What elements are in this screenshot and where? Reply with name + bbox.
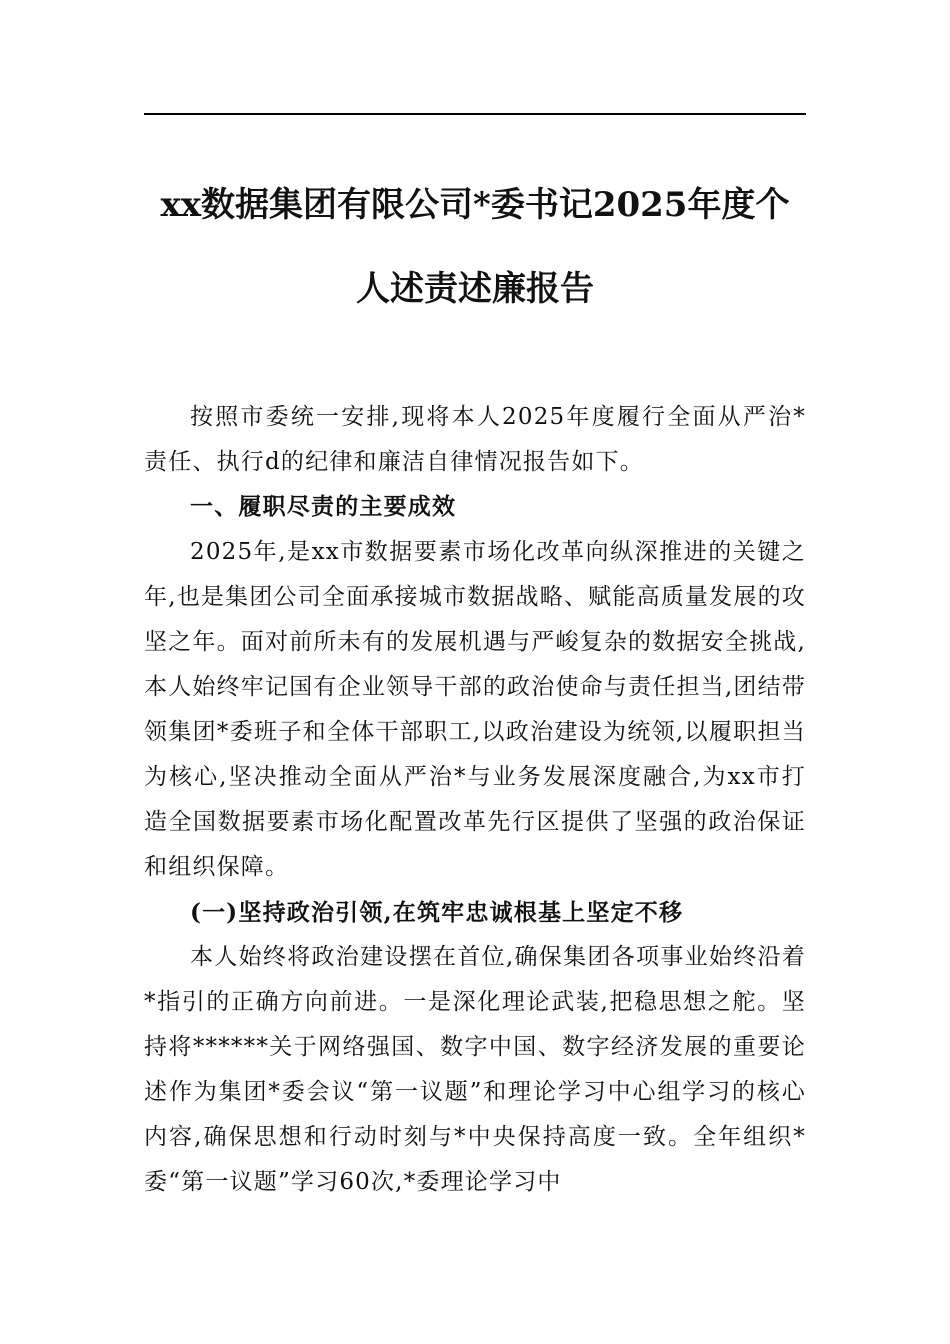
title-line-1: xx数据集团有限公司*委书记2025年度个 bbox=[160, 185, 790, 225]
subsection-heading-1: (一)坚持政治引领,在筑牢忠诚根基上坚定不移 bbox=[190, 899, 684, 926]
intro-paragraph: 按照市委统一安排,现将本人2025年度履行全面从严治*责任、执行d的纪律和廉洁自律情况报告如下。 bbox=[144, 404, 806, 475]
header-rule bbox=[144, 113, 806, 115]
section-1-paragraph: 2025年,是xx市数据要素市场化改革向纵深推进的关键之年,也是集团公司全面承接城市数据战略、赋能高质量发展的攻坚之年。面对前所未有的发展机遇与严峻复杂的数据安全挑战,本人始终牢记国有企业领导干部的政治使命与责任担当,团结带领集团*委班子和全体干部职工,以政治建设为统领,以履职担当为核心,坚决推动全面从严治*与业务发展深度融合,为xx市打造全国数据要素市场化配置改革先行区提供了坚强的政治保证和组织保障。 bbox=[144, 539, 806, 880]
subsection-1-paragraph: 本人始终将政治建设摆在首位,确保集团各项事业始终沿着*指引的正确方向前进。一是深化理论武装,把稳思想之舵。坚持将******关于网络强国、数字中国、数字经济发展的重要论述作为集团*委会议“第一议题”和理论学习中心组学习的核心内容,确保思想和行动时刻与*中央保持高度一致。全年组织*委“第一议题”学习60次,*委理论学习中 bbox=[144, 944, 806, 1195]
document-body bbox=[144, 395, 806, 1205]
title-line-2: 人述责述廉报告 bbox=[356, 269, 594, 309]
document-title bbox=[130, 163, 820, 331]
section-heading-1: 一、履职尽责的主要成效 bbox=[190, 494, 457, 520]
